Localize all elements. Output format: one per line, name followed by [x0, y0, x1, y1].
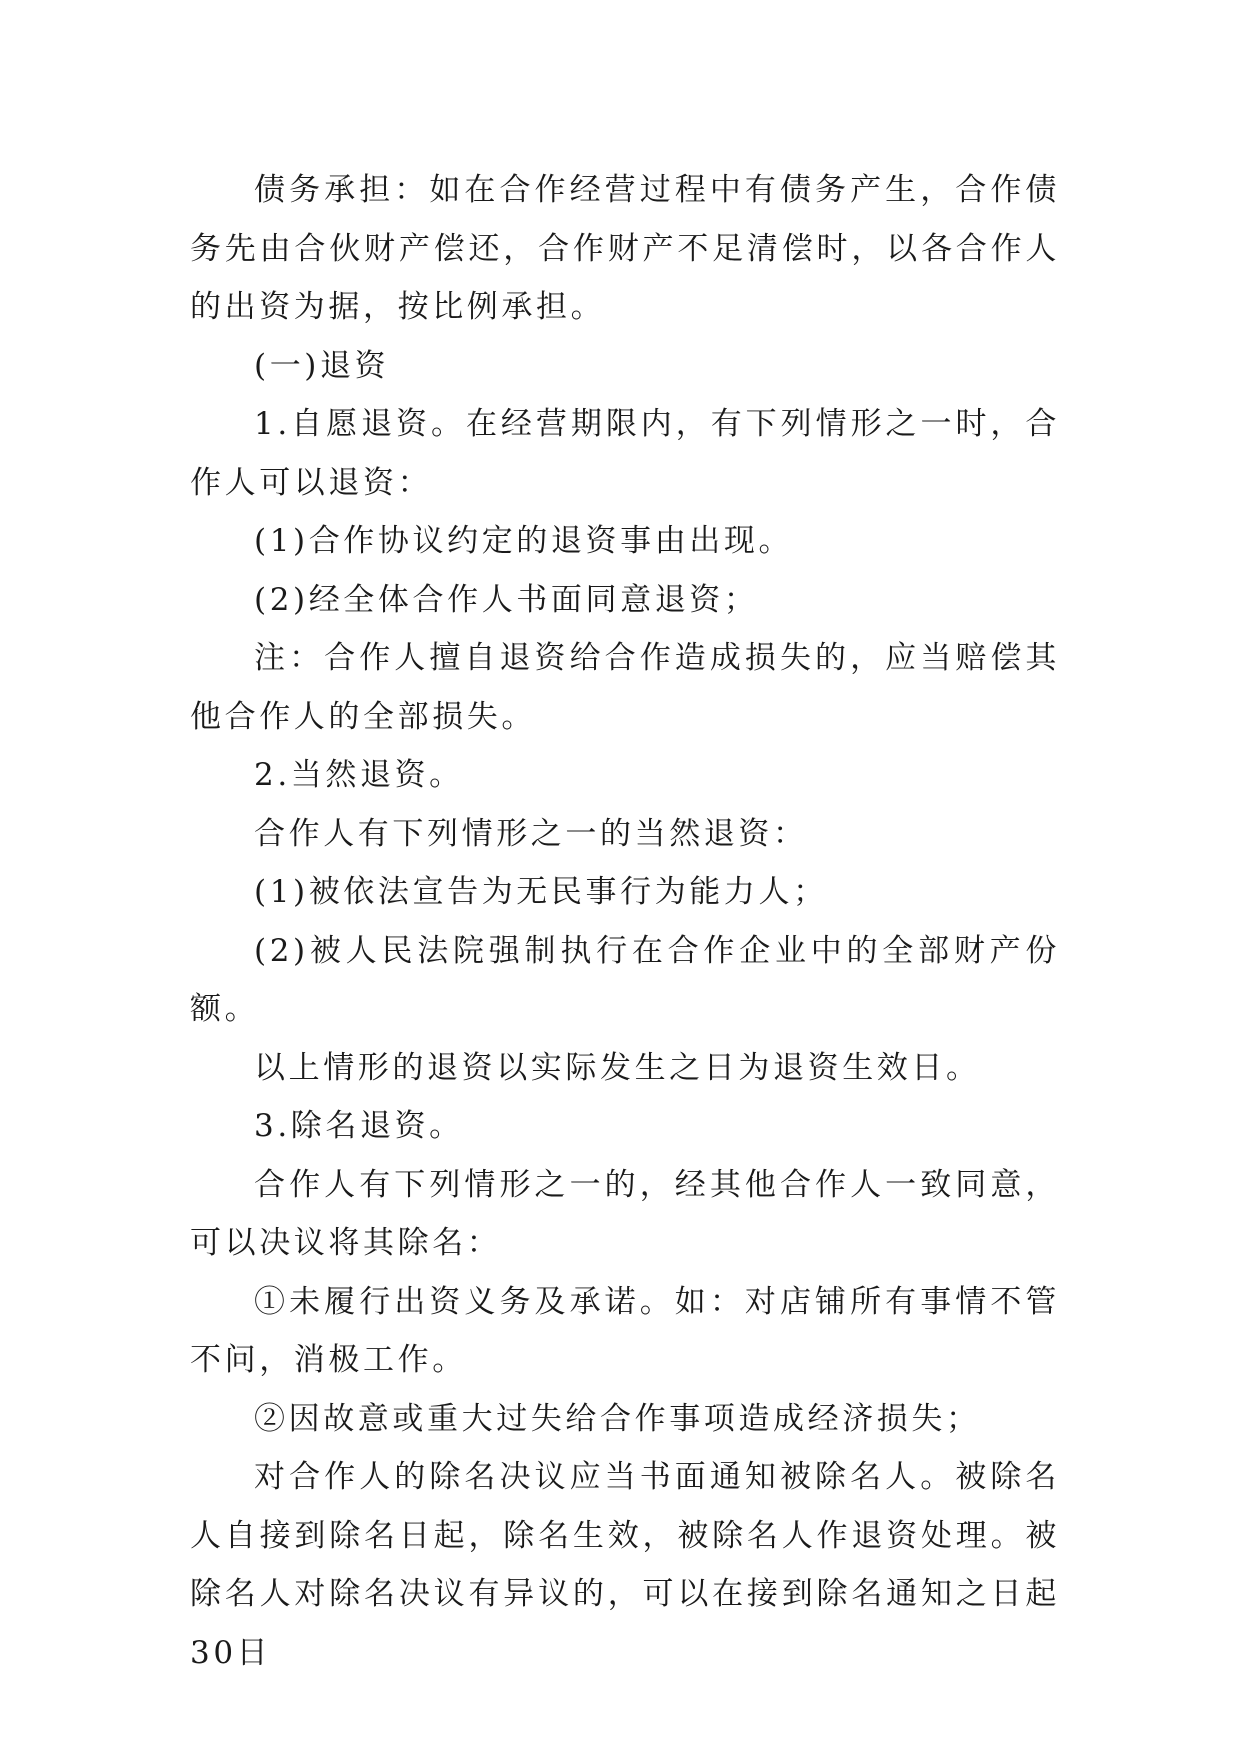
list-item-incapacity: (1)被依法宣告为无民事行为能力人；	[254, 874, 828, 910]
list-item-unfulfilled-obligation: ①未履行出资义务及承诺。如：对店铺所有事情不管不问，消极工作。	[190, 1283, 1060, 1378]
paragraph-debt-assumption: 债务承担：如在合作经营过程中有债务产生，合作债务先由合伙财产偿还，合作财产不足清偿时，以各合作人的出资为据，按比例承担。	[190, 172, 1060, 325]
section-heading-withdrawal: (一)退资	[254, 347, 390, 384]
list-item-agreed-cause: (1)合作协议约定的退资事由出现。	[254, 523, 794, 559]
paragraph-expulsion-notice: 对合作人的除名决议应当书面通知被除名人。被除名人自接到除名日起，除名生效，被除名人作退资处理。被除名人对除名决议有异议的，可以在接到除名通知之日起30日	[190, 1459, 1060, 1671]
paragraph-effective-date: 以上情形的退资以实际发生之日为退资生效日。	[254, 1049, 981, 1086]
paragraph-expulsion-withdrawal: 3.除名退资。	[254, 1108, 464, 1144]
paragraph-automatic-withdrawal: 2.当然退资。	[254, 757, 464, 793]
list-item-gross-negligence: ②因故意或重大过失给合作事项造成经济损失；	[254, 1400, 981, 1437]
paragraph-note-compensation: 注：合作人擅自退资给合作造成损失的，应当赔偿其他合作人的全部损失。	[190, 640, 1060, 735]
list-item-court-enforcement: (2)被人民法院强制执行在合作企业中的全部财产份额。	[190, 932, 1060, 1027]
list-item-written-consent: (2)经全体合作人书面同意退资；	[254, 581, 759, 618]
paragraph-automatic-conditions: 合作人有下列情形之一的当然退资：	[254, 815, 808, 852]
document-body	[190, 161, 1060, 1682]
paragraph-voluntary-withdrawal: 1.自愿退资。在经营期限内，有下列情形之一时，合作人可以退资：	[190, 406, 1060, 501]
paragraph-expulsion-conditions: 合作人有下列情形之一的，经其他合作人一致同意，可以决议将其除名：	[190, 1166, 1060, 1261]
